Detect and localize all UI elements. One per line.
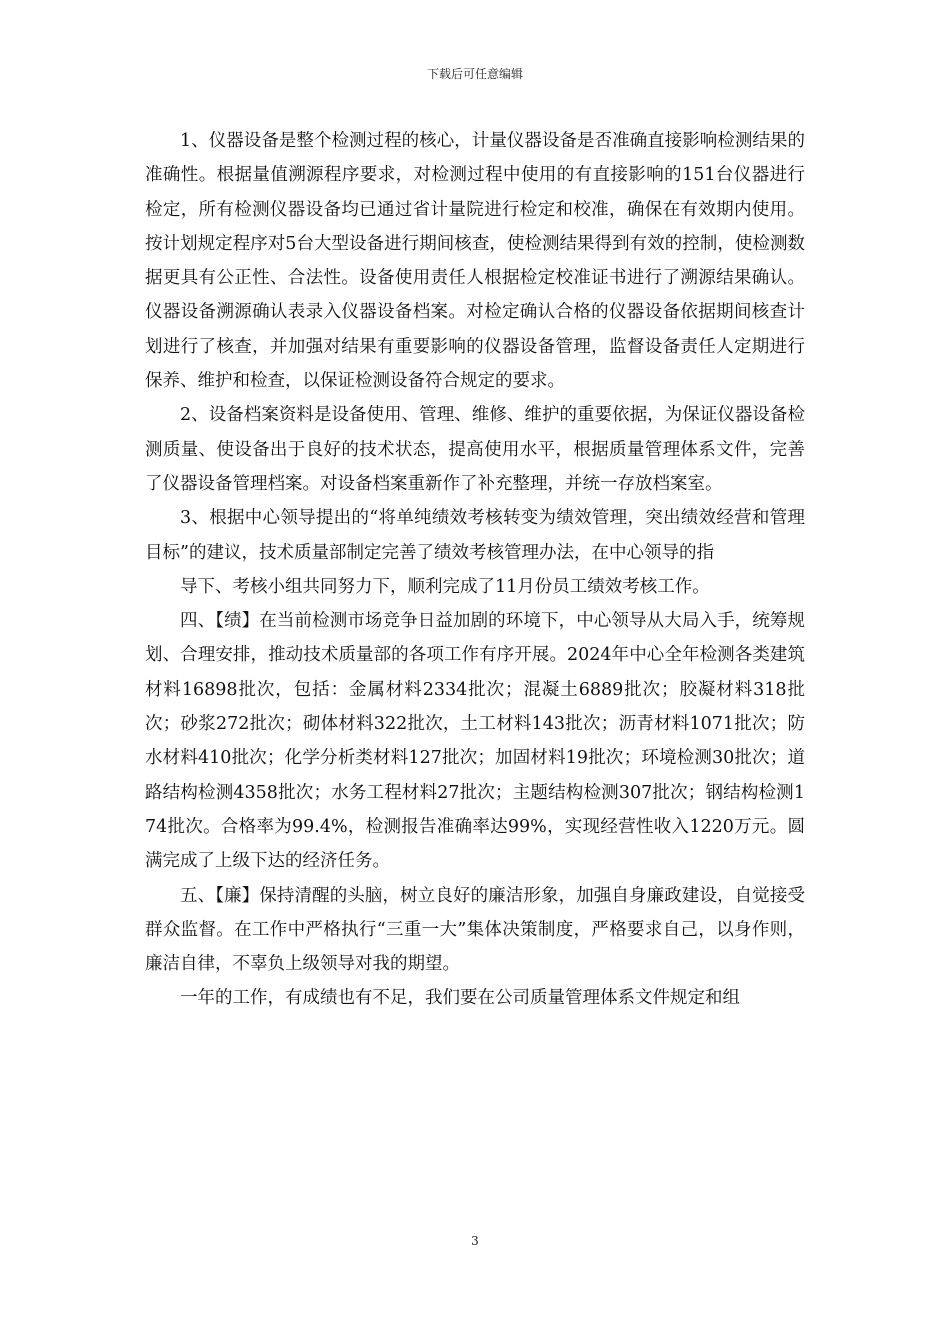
paragraph-performance-management: 3、根据中心领导提出的“将单纯绩效考核转变为绩效管理，突出绩效经营和管理目标”的建议，技术质量部制定完善了绩效考核管理办法，在中心领导的指	[145, 508, 805, 563]
page-header: 下载后可任意编辑	[426, 67, 523, 81]
paragraph-summary: 一年的工作，有成绩也有不足，我们要在公司质量管理体系文件规定和组	[180, 988, 740, 1009]
paragraph-integrity: 五、【廉】保持清醒的头脑，树立良好的廉洁形象，加强自身廉政建设，自觉接受群众监督。在工作中严格执行“三重一大”集体决策制度，严格要求自己，以身作则，廉洁自律，不辜负上级领导对我的期望。	[145, 885, 805, 975]
paragraph-equipment-archives: 2、设备档案资料是设备使用、管理、维修、维护的重要依据，为保证仪器设备检测质量、使设备出于良好的技术状态，提高使用水平，根据质量管理体系文件，完善了仪器设备管理档案。对设备档案重新作了补充整理，并统一存放档案室。	[145, 405, 805, 494]
paragraph-achievements: 四、【绩】在当前检测市场竞争日益加剧的环境下，中心领导从大局入手，统筹规划、合理安排，推动技术质量部的各项工作有序开展。2024年中心全年检测各类建筑材料16898批次，包括：金属材料2334批次；混凝土6889批次；胶凝材料318批次；砂浆272批次；砌体材料322批次，土工材料143批次；沥青材料1071批次；防水材料410批次；化学分析类材料127批次；加固材料19批次；环境检测30批次；道路结构检测4358批次；水务工程材料27批次；主题结构检测307批次；钢结构检测174批次。合格率为99.4%，检测报告准确率达99%，实现经营性收入1220万元。圆满完成了上级下达的经济任务。	[145, 611, 805, 872]
paragraph-performance-continued: 导下、考核小组共同努力下，顺利完成了11月份员工绩效考核工作。	[180, 576, 710, 597]
document-body	[145, 124, 805, 1016]
paragraph-equipment-calibration: 1、仪器设备是整个检测过程的核心，计量仪器设备是否准确直接影响检测结果的准确性。根据量值溯源程序要求，对检测过程中使用的有直接影响的151台仪器进行检定，所有检测仪器设备均已通过省计量院进行检定和校准，确保在有效期内使用。按计划规定程序对5台大型设备进行期间核查，使检测结果得到有效的控制，使检测数据更具有公正性、合法性。设备使用责任人根据检定校准证书进行了溯源结果确认。仪器设备溯源确认表录入仪器设备档案。对检定确认合格的仪器设备依据期间核查计划进行了核查，并加强对结果有重要影响的仪器设备管理，监督设备责任人定期进行保养、维护和检查，以保证检测设备符合规定的要求。	[145, 131, 805, 392]
page-number: 3	[471, 1234, 479, 1248]
